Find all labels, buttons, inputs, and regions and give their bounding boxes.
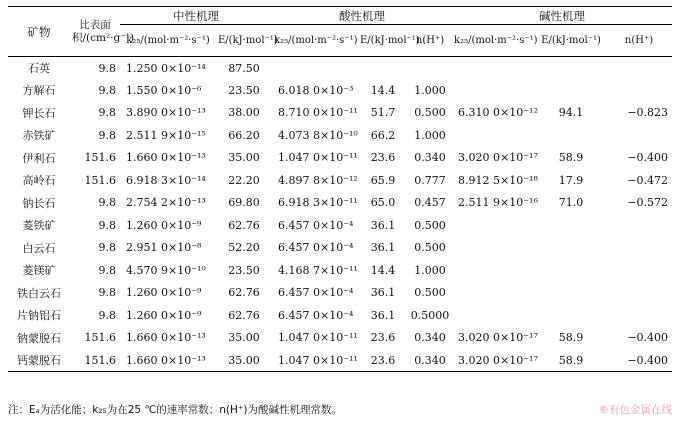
table-row	[8, 304, 672, 327]
cell-acid-n	[408, 57, 452, 80]
cell-neutral-k25: 4.570 9×10⁻¹⁰	[126, 263, 206, 277]
cell-area: 9.8	[98, 83, 116, 97]
cell-base-k25: 3.020 0×10⁻¹⁷	[452, 349, 536, 372]
header-base-e: E/(kJ·mol⁻¹)	[536, 25, 606, 57]
cell-neutral-k25: 1.260 0×10⁻⁹	[126, 218, 202, 232]
table-row	[8, 349, 672, 372]
cell-neutral-k25: 2.511 9×10⁻¹⁵	[126, 128, 206, 142]
cell-base-e	[536, 214, 606, 237]
header-group-neutral: 中性机理	[120, 7, 272, 25]
cell-acid-n: 0.340	[414, 151, 446, 165]
cell-acid-n: 0.340	[408, 349, 452, 372]
cell-area: 9.8	[98, 128, 116, 142]
cell-acid-n: 0.340	[414, 331, 446, 345]
cell-base-k25: 3.020 0×10⁻¹⁷	[458, 151, 538, 165]
cell-mineral: 伊利石	[22, 151, 56, 165]
cell-acid-e: 14.4	[370, 263, 396, 277]
table-row	[8, 282, 672, 305]
cell-acid-k25: 8.710 0×10⁻¹¹	[278, 106, 358, 120]
cell-base-k25	[452, 259, 536, 282]
cell-acid-e: 23.6	[370, 151, 396, 165]
cell-acid-k25: 6.918 3×10⁻¹¹	[278, 196, 358, 210]
cell-acid-e: 23.6	[358, 349, 408, 372]
cell-neutral-e: 62.76	[228, 218, 260, 232]
cell-neutral-k25: 3.890 0×10⁻¹³	[126, 106, 206, 120]
cell-area: 151.6	[84, 331, 116, 345]
cell-acid-e: 65.0	[370, 196, 396, 210]
cell-base-n	[606, 237, 672, 260]
header-acid-k25: k₂₅/(mol·m⁻²·s⁻¹)	[272, 25, 358, 57]
cell-neutral-k25: 6.918 3×10⁻¹⁴	[126, 173, 206, 187]
cell-neutral-k25: 1.660 0×10⁻¹³	[126, 331, 206, 345]
table-row	[8, 102, 672, 125]
cell-base-k25	[452, 237, 536, 260]
cell-neutral-k25: 2.951 0×10⁻⁸	[126, 241, 202, 255]
cell-acid-k25: 4.897 8×10⁻¹²	[278, 173, 358, 187]
cell-base-n: −0.400	[627, 331, 669, 345]
cell-base-n	[606, 57, 672, 80]
cell-base-k25	[452, 124, 536, 147]
cell-base-e	[536, 79, 606, 102]
cell-base-e	[536, 124, 606, 147]
table-row	[8, 237, 672, 260]
cell-acid-e: 23.6	[370, 331, 396, 345]
cell-base-e: 58.9	[558, 151, 584, 165]
cell-mineral: 赤铁矿	[22, 129, 56, 143]
cell-base-n	[606, 79, 672, 102]
cell-mineral: 高岭石	[22, 174, 56, 188]
cell-base-e	[536, 304, 606, 327]
table-row	[8, 57, 672, 80]
cell-base-k25	[452, 79, 536, 102]
table-row	[8, 169, 672, 192]
cell-mineral: 方解石	[22, 84, 56, 98]
cell-base-n	[606, 214, 672, 237]
cell-neutral-e: 62.76	[228, 308, 260, 322]
cell-area: 9.8	[98, 196, 116, 210]
cell-base-k25: 3.020 0×10⁻¹⁷	[458, 331, 538, 345]
table-row	[8, 327, 672, 350]
cell-base-e	[536, 259, 606, 282]
cell-acid-n: 0.500	[414, 286, 446, 300]
cell-neutral-k25: 1.260 0×10⁻⁹	[126, 286, 202, 300]
cell-neutral-e: 23.50	[228, 83, 260, 97]
header-group-base: 碱性机理	[452, 7, 672, 25]
cell-neutral-e: 35.00	[216, 349, 272, 372]
cell-mineral: 石英	[28, 62, 50, 75]
cell-acid-e	[358, 57, 408, 80]
header-group-acid: 酸性机理	[272, 7, 452, 25]
cell-neutral-e: 62.76	[228, 286, 260, 300]
cell-acid-k25: 1.047 0×10⁻¹¹	[272, 349, 358, 372]
cell-acid-e: 66.2	[370, 128, 396, 142]
cell-mineral: 菱镁矿	[22, 264, 56, 278]
cell-acid-e: 51.7	[370, 106, 396, 120]
cell-base-k25	[452, 57, 536, 80]
cell-base-e: 71.0	[558, 196, 584, 210]
header-neutral-k25: k₂₅/(mol·m⁻²·s⁻¹)	[120, 25, 216, 57]
cell-acid-k25: 6.457 0×10⁻⁴	[278, 218, 354, 232]
table-row	[8, 259, 672, 282]
cell-neutral-e: 23.50	[228, 263, 260, 277]
cell-area: 151.6	[70, 349, 120, 372]
cell-acid-k25: 6.018 0×10⁻³	[278, 83, 354, 97]
cell-mineral: 钙蒙脱石	[8, 349, 70, 372]
cell-base-k25	[452, 214, 536, 237]
cell-area: 9.8	[98, 263, 116, 277]
cell-acid-k25: 1.047 0×10⁻¹¹	[278, 151, 358, 165]
cell-base-n: −0.572	[627, 196, 669, 210]
cell-area: 9.8	[98, 61, 116, 75]
cell-acid-n: 0.457	[414, 196, 446, 210]
cell-base-k25: 8.912 5×10⁻¹⁸	[458, 173, 538, 187]
cell-neutral-e: 35.00	[228, 151, 260, 165]
cell-area: 9.8	[98, 286, 116, 300]
header-mineral: 矿物	[8, 7, 70, 57]
cell-area: 151.6	[84, 151, 116, 165]
cell-acid-n: 0.5000	[410, 308, 450, 322]
header-specific-area: 比表面积/(cm²·g⁻¹)	[70, 7, 120, 57]
watermark: ®有色金属在线	[598, 404, 672, 416]
header-base-k25: k₂₅/(mol·m⁻²·s⁻¹)	[452, 25, 536, 57]
mineral-kinetics-table	[8, 6, 672, 372]
cell-base-k25	[452, 304, 536, 327]
cell-mineral: 菱铁矿	[22, 219, 56, 233]
cell-acid-e: 36.1	[370, 286, 396, 300]
cell-mineral: 白云石	[22, 241, 56, 255]
cell-base-e: 58.9	[536, 349, 606, 372]
cell-acid-k25: 6.457 0×10⁻⁴	[278, 241, 354, 255]
cell-acid-e: 65.9	[370, 173, 396, 187]
cell-base-e	[536, 282, 606, 305]
table-row	[8, 147, 672, 170]
cell-acid-k25: 6.457 0×10⁻⁴	[278, 286, 354, 300]
cell-mineral: 钠蒙脱石	[17, 331, 61, 345]
cell-neutral-k25: 1.260 0×10⁻⁹	[126, 308, 202, 322]
cell-acid-k25: 1.047 0×10⁻¹¹	[278, 331, 358, 345]
table-row	[8, 192, 672, 215]
cell-acid-k25: 6.457 0×10⁻⁴	[278, 308, 354, 322]
cell-base-k25: 6.310 0×10⁻¹²	[458, 106, 538, 120]
cell-neutral-k25: 1.660 0×10⁻¹³	[126, 151, 206, 165]
cell-acid-n: 0.500	[414, 241, 446, 255]
cell-neutral-e: 22.20	[228, 173, 260, 187]
cell-acid-n: 1.000	[414, 83, 446, 97]
cell-base-e: 58.9	[558, 331, 584, 345]
cell-neutral-e: 87.50	[228, 61, 260, 75]
cell-neutral-e: 38.00	[228, 106, 260, 120]
cell-acid-e: 36.1	[370, 308, 396, 322]
cell-mineral: 钾长石	[22, 106, 56, 120]
cell-base-n: −0.400	[627, 151, 669, 165]
cell-base-k25	[452, 282, 536, 305]
cell-base-n: −0.823	[627, 106, 669, 120]
cell-acid-n: 0.500	[414, 106, 446, 120]
cell-mineral: 铁白云石	[17, 286, 61, 300]
cell-base-e	[536, 57, 606, 80]
cell-acid-e: 36.1	[370, 218, 396, 232]
header-base-n: n(H⁺)	[606, 25, 672, 57]
rate-constant-table-wrapper	[8, 6, 672, 372]
cell-area: 9.8	[98, 106, 116, 120]
cell-area: 9.8	[98, 241, 116, 255]
header-neutral-e: E/(kJ·mol⁻¹)	[216, 25, 272, 57]
cell-area: 151.6	[84, 173, 116, 187]
table-footnote: 注：Eₐ为活化能；k₂₅为在25 ℃的速率常数；n(H⁺)为酸碱性机理常数。	[8, 404, 343, 416]
cell-acid-n: 0.500	[414, 218, 446, 232]
cell-base-e: 94.1	[558, 106, 584, 120]
cell-acid-k25	[272, 57, 358, 80]
cell-acid-n: 0.777	[414, 173, 446, 187]
cell-area: 9.8	[98, 218, 116, 232]
cell-mineral: 钠长石	[22, 196, 56, 210]
header-acid-e: E/(kJ·mol⁻¹)	[358, 25, 408, 57]
cell-acid-e: 14.4	[370, 83, 396, 97]
header-acid-n: n(H⁺)	[408, 25, 452, 57]
cell-base-n	[606, 124, 672, 147]
table-row	[8, 214, 672, 237]
cell-base-e: 17.9	[558, 173, 584, 187]
cell-base-n: −0.472	[627, 173, 669, 187]
cell-mineral: 片钠铝石	[17, 309, 61, 323]
cell-base-n	[606, 282, 672, 305]
table-row	[8, 79, 672, 102]
table-row	[8, 124, 672, 147]
cell-base-n	[606, 304, 672, 327]
cell-neutral-e: 52.20	[228, 241, 260, 255]
cell-base-n	[606, 259, 672, 282]
cell-acid-k25: 4.168 7×10⁻¹¹	[278, 263, 358, 277]
cell-base-n: −0.400	[606, 349, 672, 372]
cell-base-k25: 2.511 9×10⁻¹⁶	[458, 196, 538, 210]
table-body	[8, 57, 672, 372]
cell-acid-n: 1.000	[414, 263, 446, 277]
cell-neutral-e: 35.00	[228, 331, 260, 345]
cell-neutral-k25: 1.250 0×10⁻¹⁴	[126, 61, 206, 75]
cell-area: 9.8	[98, 308, 116, 322]
cell-neutral-k25: 1.550 0×10⁻⁶	[126, 83, 202, 97]
cell-neutral-e: 69.80	[228, 196, 260, 210]
cell-acid-n: 1.000	[414, 128, 446, 142]
cell-neutral-k25: 2.754 2×10⁻¹³	[126, 196, 206, 210]
cell-neutral-k25: 1.660 0×10⁻¹³	[120, 349, 216, 372]
cell-base-e	[536, 237, 606, 260]
cell-acid-e: 36.1	[370, 241, 396, 255]
cell-acid-k25: 4.073 8×10⁻¹⁰	[278, 128, 358, 142]
cell-neutral-e: 66.20	[228, 128, 260, 142]
